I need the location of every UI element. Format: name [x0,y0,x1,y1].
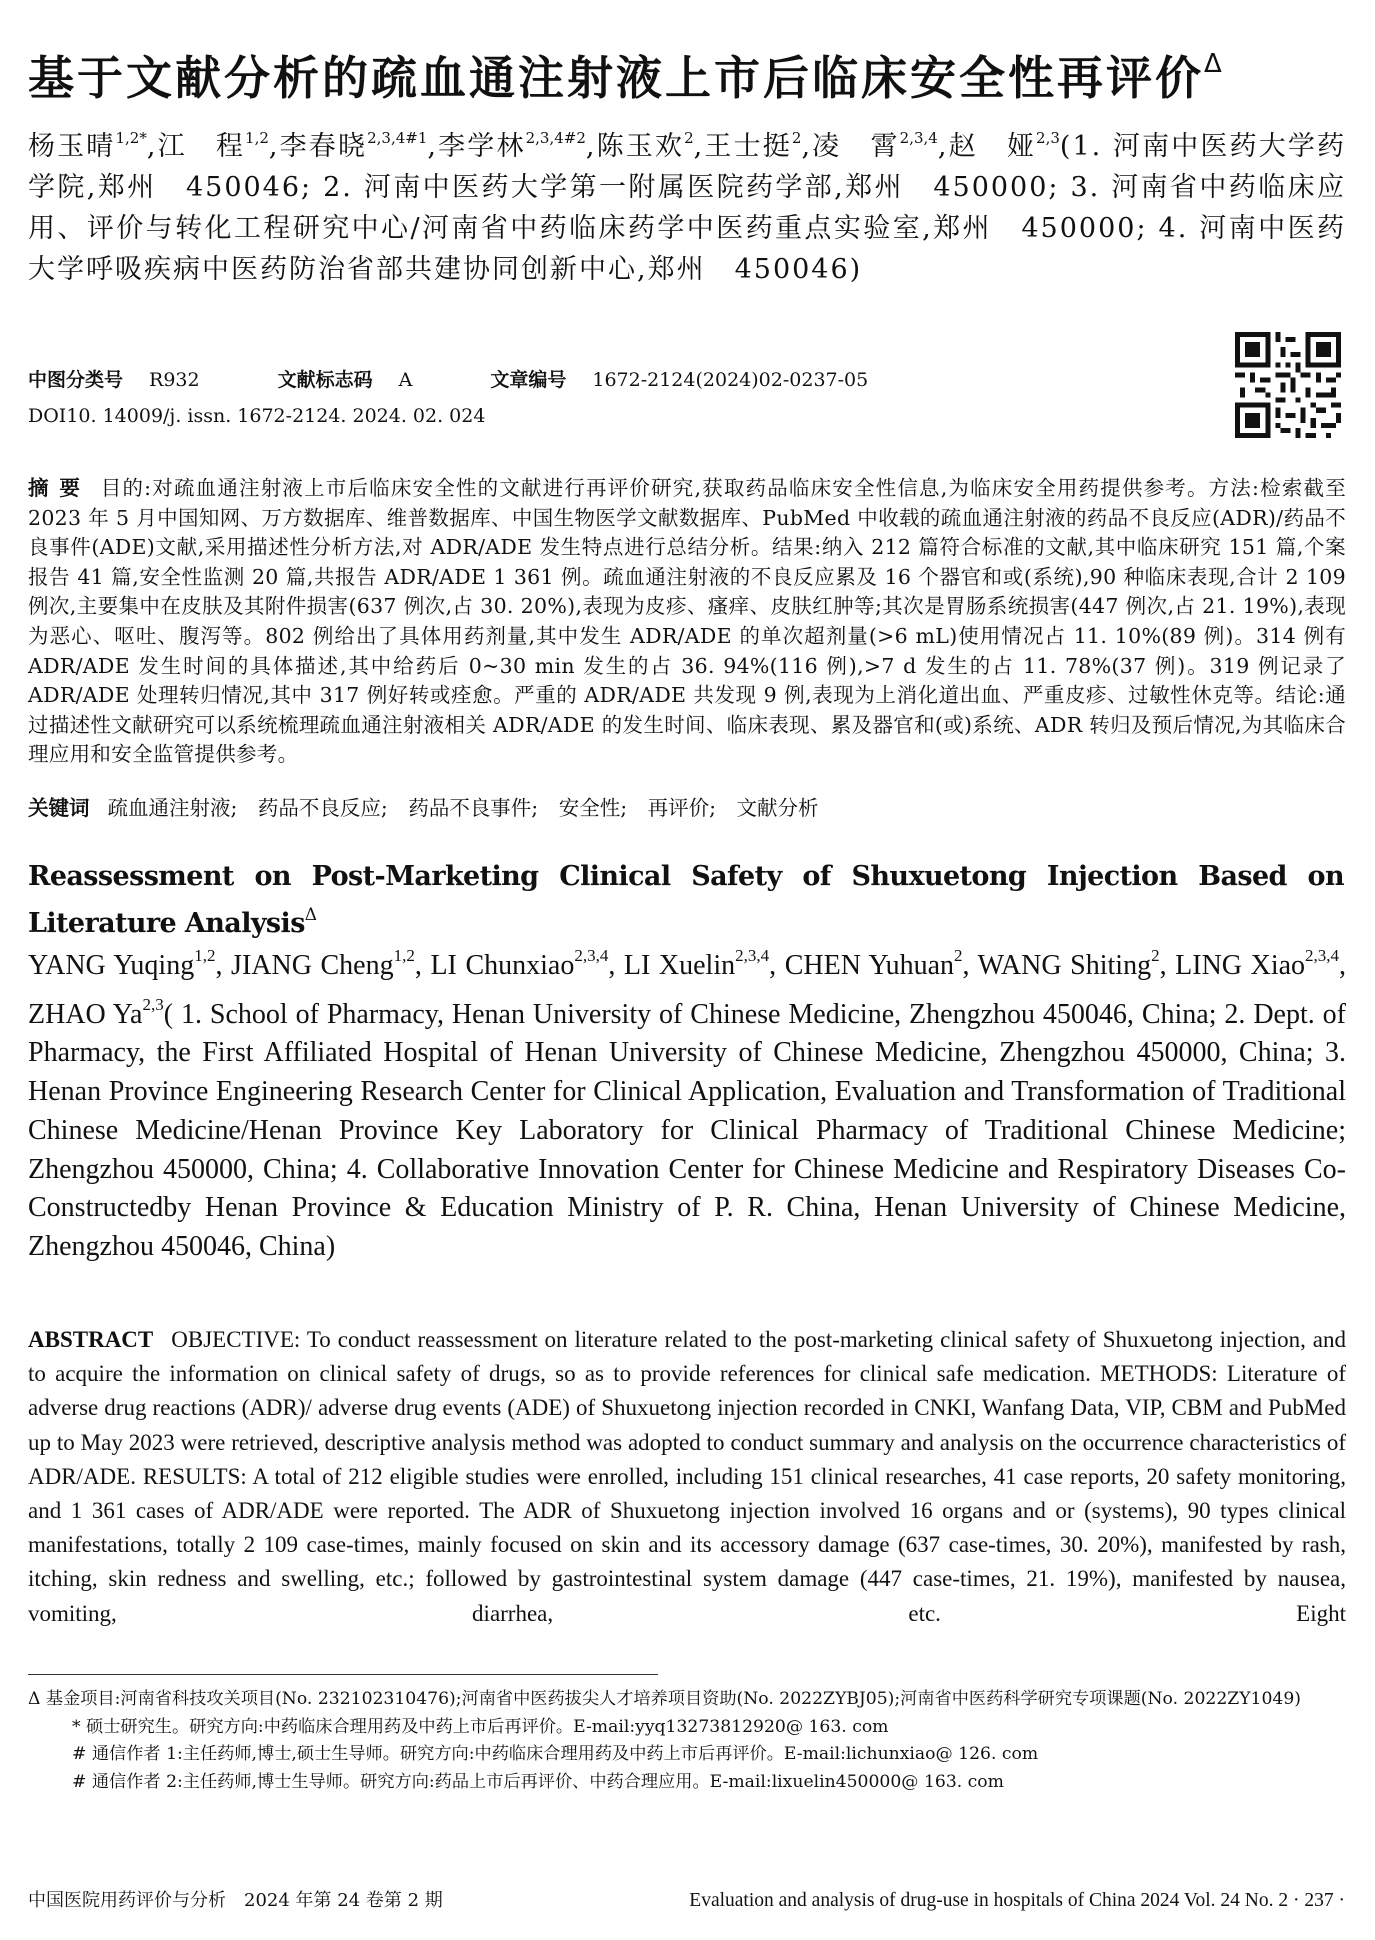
author-en: LI Chunxiao$^{2,3,4}$ [430,946,609,981]
journal-footer-en: Evaluation and analysis of drug-use in hospitals of China 2024 Vol. 24 No. 2 · 237 · [689,1890,1345,1911]
author-en: LI Xuelin$^{2,3,4}$ [623,946,770,981]
author-cn: 李学林$^{2,3,4\#2}$ [438,129,586,162]
footnote-first-author: * 硕士研究生。研究方向:中药临床合理用药及中药上市后再评价。E-mail:yyq13273812920@ 163. com [72,1716,889,1737]
footnote-corresponding-author-2: # 通信作者 2:主任药师,博士生导师。研究方向:药品上市后再评价、中药合理应用。E-mail:lixuelin450000@ 163. com [72,1771,1004,1792]
doi-line [28,402,485,430]
footnote-corresponding-author-1: # 通信作者 1:主任药师,博士,硕士生导师。研究方向:中药临床合理用药及中药上市后再评价。E-mail:lichunxiao@ 126. com [72,1744,1039,1764]
affiliations-en: ( 1. School of Pharmacy, Henan University of Chinese Medicine, Zhengzhou 450046, China; 2. Dept. of Pharmacy, the First Affiliated Hospital of Henan University of Chinese Medicine, Zhengzhou 450000, China; 3. Henan Province Engineering Research Center for Clinical Application, Evaluation and Transformation of Traditional Chinese Medicine/Henan Province Key Laboratory for Clinical Pharmacy of Traditional Chinese Medicine; Zhengzhou 450000, China; 4. Collaborative Innovation Center for Chinese Medicine and Respiratory Diseases Co-Constructedby Henan Province & Education Ministry of P. R. China, Henan University of Chinese Medicine, Zhengzhou 450046, China) [28,998,1346,1262]
author-en: CHEN Yuhuan$^2$ [784,946,963,981]
author-en: WANG Shiting$^2$ [977,946,1160,981]
clc-label: 中图分类号 [28,369,124,391]
doc-code-label: 文献标志码 [277,369,373,391]
title-en-mark: Δ [304,905,317,925]
abstract-cn-label: 摘要 [28,476,91,500]
author-en: LING Xiao$^{2,3,4}$ [1175,946,1340,981]
keywords-cn-label: 关键词 [28,796,90,820]
abstract-en-label: ABSTRACT [28,1327,154,1352]
author-en: ZHAO Ya$^{2,3}$ [28,994,164,1030]
keywords-cn-text: 疏血通注射液; 药品不良反应; 药品不良事件; 安全性; 再评价; 文献分析 [107,796,819,820]
abstract-cn [28,474,1346,770]
author-cn: 杨玉晴$^{1,2*}$ [28,129,147,162]
author-cn: 江 程$^{1,2}$ [157,129,269,162]
affiliations-cn: (1. 河南中医药大学药学院,郑州 450046; 2. 河南中医药大学第一附属医院药学部,郑州 450000; 3. 河南省中药临床应用、评价与转化工程研究中心/河南省中药临床药学中医药重点实验室,郑州 450000; 4. 河南中医药大学呼吸疾病中医药防治省部共建协同创新中心,郑州 450046) [28,131,1347,285]
author-en: YANG Yuqing$^{1,2}$ [28,946,216,981]
article-number-value: 1672-2124(2024)02-0237-05 [592,369,869,391]
footnote-funding: Δ 基金项目:河南省科技攻关项目(No. 232102310476);河南省中医药拔尖人才培养项目资助(No. 2022ZYBJ05);河南省中医药科学研究专项课题(No. 2022ZY1049) [28,1689,1301,1709]
title-cn-text: 基于文献分析的疏血通注射液上市后临床安全性再评价 [28,51,1204,105]
article-number-label: 文章编号 [490,369,567,391]
title-en-text: Reassessment on Post-Marketing Clinical Safety of Shuxuetong Injection Based on Literature Analysis [28,861,1344,939]
keywords-cn [28,793,1346,823]
journal-footer-cn: 中国医院用药评价与分析 2024 年第 24 卷第 2 期 [28,1890,443,1911]
authors-cn: 杨玉晴$^{1,2*}$,江 程$^{1,2}$,李春晓$^{2,3,4\#1}$,李学林$^{2,3,4\#2}$,陈玉欢$^2$,王士挺$^2$,凌 霄$^{2,3,4}$,赵 娅$^{2,3}$(1. 河南中医药大学药学院,郑州 450046; 2. 河南中医药大学第一附属医院药学部,郑州 450000; 3. 河南省中药临床应用、评价与转化工程研究中心/河南省中药临床药学中医药重点实验室,郑州 450000; 4. 河南中医药大学呼吸疾病中医药防治省部共建协同创新中心,郑州 450046) [28,129,1347,285]
author-cn: 凌 霄$^{2,3,4}$ [812,129,938,162]
doc-code-value: A [398,369,413,391]
classification-line [28,366,868,394]
abstract-en [28,1323,1346,1631]
footnote-divider [28,1674,658,1675]
footnotes [28,1686,1346,1796]
doi-value: 10. 14009/j. issn. 1672-2124. 2024. 02. 024 [66,405,486,427]
author-cn: 李春晓$^{2,3,4\#1}$ [279,129,428,162]
author-cn: 赵 娅$^{2,3}$ [948,129,1060,162]
doi-label: DOI [28,405,67,427]
author-en: JIANG Cheng$^{1,2}$ [231,946,415,981]
qr-code-icon [1235,332,1341,438]
title-cn [28,34,1348,108]
author-cn: 陈玉欢$^2$ [596,129,694,162]
author-cn: 王士挺$^2$ [704,129,802,162]
title-cn-mark: Δ [1204,49,1225,79]
title-en [28,858,1344,943]
abstract-en-text: OBJECTIVE: To conduct reassessment on literature related to the post-marketing clinical safety of Shuxuetong injection, and to acquire the information on clinical safety of drugs, so as to provide references for clinical safe medication. METHODS: Literature of adverse drug reactions (ADR)/ adverse drug events (ADE) of Shuxuetong injection recorded in CNKI, Wanfang Data, VIP, CBM and PubMed up to May 2023 were retrieved, descriptive analysis method was adopted to conduct summary and analysis on the occurrence characteristics of ADR/ADE. RESULTS: A total of 212 eligible studies were enrolled, including 151 clinical researches, 41 case reports, 20 safety monitoring, and 1 361 cases of ADR/ADE were reported. The ADR of Shuxuetong injection involved 16 organs and or (systems), 90 types clinical manifestations, totally 2 109 case-times, mainly focused on skin and its accessory damage (637 case-times, 30. 20%), manifested by rash, itching, skin redness and swelling, etc.; followed by gastrointestinal system damage (447 case-times, 21. 19%), manifested by nausea, vomiting, diarrhea, etc. Eight [28,1327,1346,1626]
abstract-cn-text: 目的:对疏血通注射液上市后临床安全性的文献进行再评价研究,获取药品临床安全性信息,为临床安全用药提供参考。方法:检索截至 2023 年 5 月中国知网、万方数据库、维普数据库、中国生物医学文献数据库、PubMed 中收载的疏血通注射液的药品不良反应(ADR)/药品不良事件(ADE)文献,采用描述性分析方法,对 ADR/ADE 发生特点进行总结分析。结果:纳入 212 篇符合标准的文献,其中临床研究 151 篇,个案报告 41 篇,安全性监测 20 篇,共报告 ADR/ADE 1 361 例。疏血通注射液的不良反应累及 16 个器官和或(系统),90 种临床表现,合计 2 109 例次,主要集中在皮肤及其附件损害(637 例次,占 30. 20%),表现为皮疹、瘙痒、皮肤红肿等;其次是胃肠系统损害(447 例次,占 21. 19%),表现为恶心、呕吐、腹泻等。802 例给出了具体用药剂量,其中发生 ADR/ADE 的单次超剂量(>6 mL)使用情况占 11. 10%(89 例)。314 例有 ADR/ADE 发生时间的具体描述,其中给药后 0~30 min 发生的占 36. 94%(116 例),>7 d 发生的占 11. 78%(37 例)。319 例记录了 ADR/ADE 处理转归情况,其中 317 例好转或痊愈。严重的 ADR/ADE 共发现 9 例,表现为上消化道出血、严重皮疹、过敏性休克等。结论:通过描述性文献研究可以系统梳理疏血通注射液相关 ADR/ADE 的发生时间、临床表现、累及器官和(或)系统、ADR 转归及预后情况,为其临床合理应用和安全监管提供参考。 [28,476,1347,767]
authors-en: YANG Yuqing$^{1,2}$, JIANG Cheng$^{1,2}$, LI Chunxiao$^{2,3,4}$, LI Xuelin$^{2,3,4}$, CHEN Yuhuan$^2$, WANG Shiting$^2$, LING Xiao$^{2,3,4}$, ZHAO Ya$^{2,3}$( 1. School of Pharmacy, Henan University of Chinese Medicine, Zhengzhou 450046, China; 2. Dept. of Pharmacy, the First Affiliated Hospital of Henan University of Chinese Medicine, Zhengzhou 450000, China; 3. Henan Province Engineering Research Center for Clinical Application, Evaluation and Transformation of Traditional Chinese Medicine/Henan Province Key Laboratory for Clinical Pharmacy of Traditional Chinese Medicine; Zhengzhou 450000, China; 4. Collaborative Innovation Center for Chinese Medicine and Respiratory Diseases Co-Constructedby Henan Province & Education Ministry of P. R. China, Henan University of Chinese Medicine, Zhengzhou 450046, China) [28,946,1347,1262]
clc-value: R932 [149,369,200,391]
